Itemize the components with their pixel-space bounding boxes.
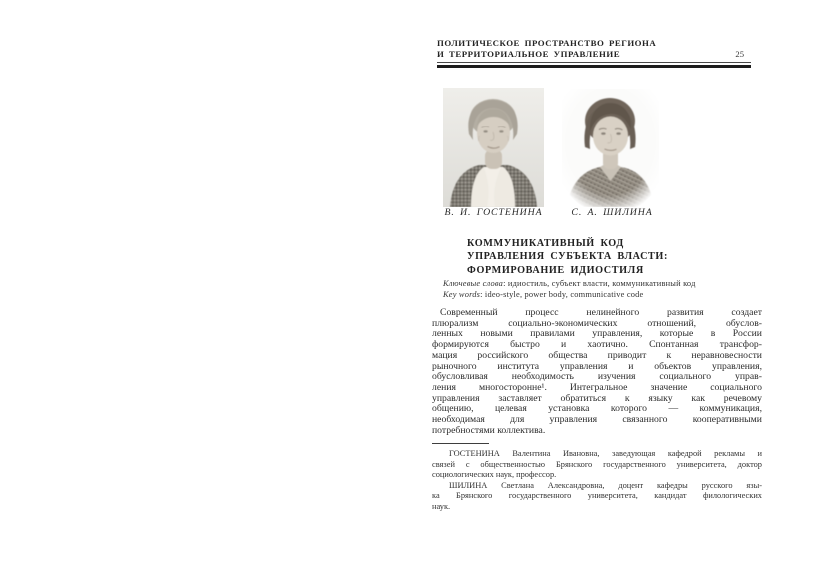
header-double-rule	[437, 62, 751, 69]
author-photo-gostenina	[443, 88, 544, 207]
running-title	[437, 38, 656, 59]
article-title-line1: КОММУНИКАТИВНЫЙ КОД	[467, 238, 624, 249]
footnotes	[432, 449, 762, 512]
body-line: потребностями коллектива.	[432, 424, 546, 436]
footnote-line: наук.	[432, 501, 451, 511]
footnote-gostenina	[432, 449, 762, 481]
keywords-en	[443, 290, 696, 301]
footnote-line: ШИЛИНА Светлана Александровна, доцент кафедры русского язы-	[449, 480, 762, 490]
running-header-row	[437, 38, 751, 59]
page-number: 25	[735, 48, 744, 59]
body-line: формируются быстро и хаотично. Спонтанная трансфор-	[432, 339, 762, 351]
keywords-block	[443, 279, 696, 301]
keywords-en-text: : ideo-style, power body, communicative code	[480, 289, 644, 299]
keywords-en-label: Key words	[443, 289, 481, 299]
keywords-ru	[443, 279, 696, 290]
running-title-line2: И ТЕРРИТОРИАЛЬНОЕ УПРАВЛЕНИЕ	[437, 48, 621, 59]
keywords-ru-label: Ключевые слова	[443, 279, 504, 288]
body-line: общению, целевая установка которого — коммуникация,	[432, 403, 762, 415]
author-name-shilina: С. А. ШИЛИНА	[571, 207, 653, 218]
footnote-shilina	[432, 481, 762, 513]
body-line: необходимая для управления связанного кооперативными	[432, 414, 762, 426]
body-line: управления заставляет обратиться к языку как речевому	[432, 392, 762, 404]
body-line: плюрализм социально-экономических отношений, обуслов-	[432, 317, 762, 329]
footnote-line: социологических наук, профессор.	[432, 470, 557, 479]
footnote-line: ГОСТЕНИНА Валентина Ивановна, заведующая кафедрой рекламы и	[449, 449, 762, 458]
footnote-line: ка Брянского государственного университета, кандидат филологических	[432, 491, 762, 500]
body-line: рыночного института управления и объектов управления,	[432, 360, 762, 372]
photo-vignette	[562, 89, 659, 207]
article-title-line2: УПРАВЛЕНИЯ СУБЪЕКТА ВЛАСТИ:	[467, 251, 668, 263]
keywords-ru-text: : идиостиль, субъект власти, коммуникативный код	[503, 279, 696, 288]
running-title-line1: ПОЛИТИЧЕСКОЕ ПРОСТРАНСТВО РЕГИОНА	[437, 38, 657, 48]
footnote-line: связей с общественностью Брянского государственного университета, доктор	[432, 459, 762, 469]
body-line: мация российского общества приводит к неравновесности	[432, 349, 762, 361]
author-photo-shilina	[562, 89, 659, 207]
article-title-line3: ФОРМИРОВАНИЕ ИДИОСТИЛЯ	[467, 264, 644, 276]
article-body	[432, 308, 762, 436]
author-name-gostenina: В. И. ГОСТЕНИНА	[444, 207, 543, 218]
body-line: обусловливая необходимость изучения социального управ-	[432, 371, 762, 383]
text-column	[432, 38, 762, 538]
body-line: ленных новыми правилами управления, которые в России	[432, 328, 762, 340]
footnote-rule	[432, 443, 489, 444]
body-line: ления многосторонне¹. Интегральное значение социального	[432, 381, 762, 393]
running-header	[437, 38, 751, 68]
article-title	[467, 237, 668, 277]
body-line: Современный процесс нелинейного развития создает	[440, 307, 762, 318]
